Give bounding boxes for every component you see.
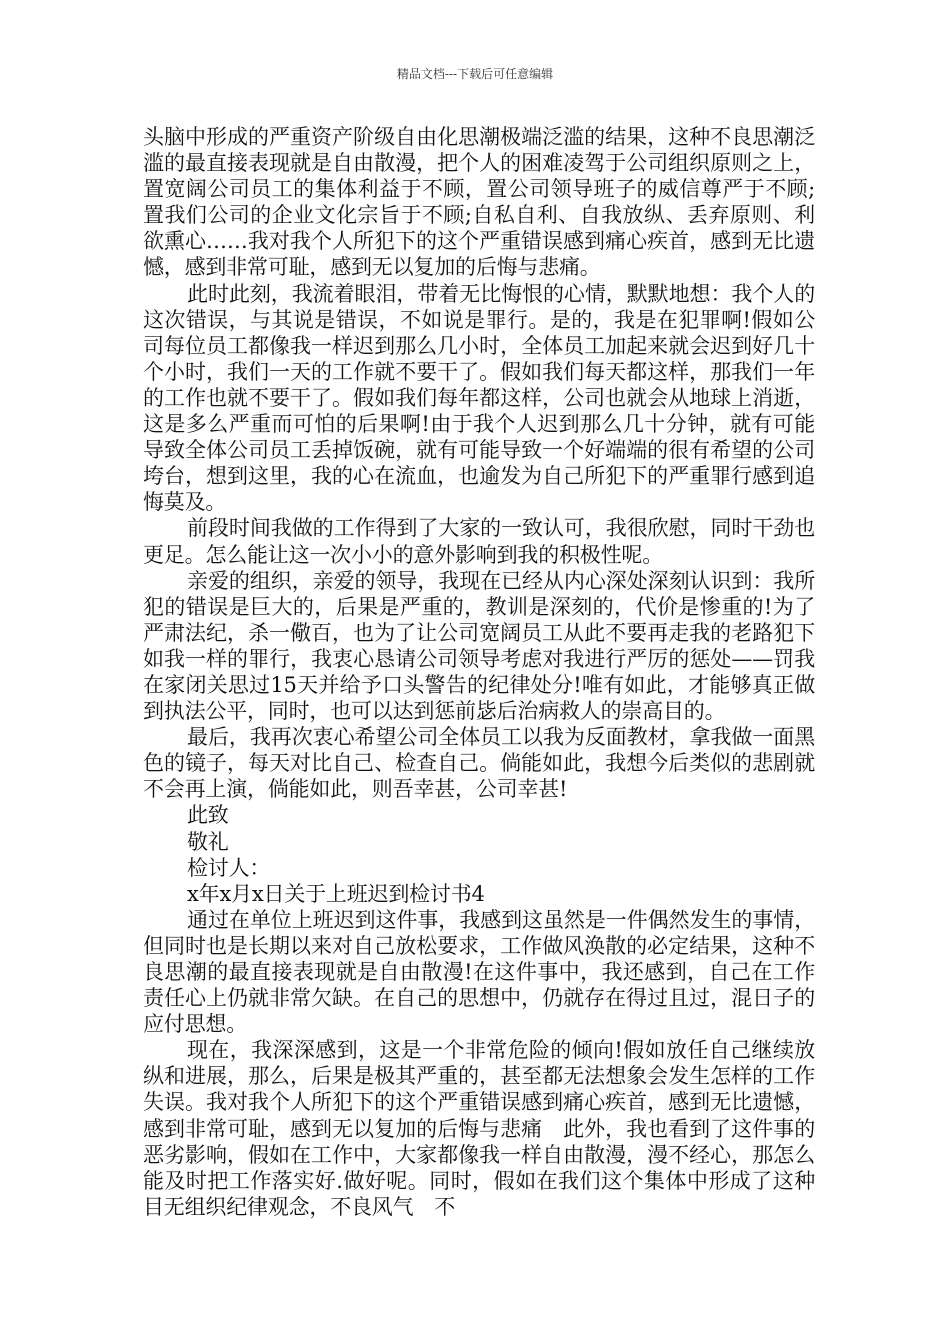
salutation-line: 敬礼 [187,829,229,854]
paragraph: 现在，我深深感到，这是一个非常危险的倾向!假如放任自己继续放纵和进展，那么，后果是极其严重的，甚至都无法想象会发生怎样的工作失误。我对我个人所犯下的这个严重错误感到痛心疾首，感到无比遗憾，感到非常可耻，感到无以复加的后悔与悲痛 此外，我也看到了这件事的恶劣影响，假如在工作中，大家都像我一样自由散漫，漫不经心，那怎么能及时把工作落实好.做好呢。同时，假如在我们这个集体中形成了这种目无组织纪律观念，不良风气 不 [143,1038,815,1219]
document-body [143,124,815,1220]
salutation-line: 此致 [187,803,229,828]
page-header: 精品文档---下载后可任意编辑 [396,67,554,81]
paragraph: 通过在单位上班迟到这件事，我感到这虽然是一件偶然发生的事情，但同时也是长期以来对自己放松要求，工作做风涣散的必定结果，这种不良思潮的最直接表现就是自由散漫!在这件事中，我还感到，自己在工作责任心上仍就非常欠缺。在自己的思想中，仍就存在得过且过，混日子的应付思想。 [143,907,815,1037]
signature-line: 检讨人： [187,855,271,880]
paragraph: 最后，我再次衷心希望公司全体员工以我为反面教材，拿我做一面黑色的镜子，每天对比自己、检查自己。倘能如此，我想今后类似的悲剧就不会再上演，倘能如此，则吾幸甚，公司幸甚! [143,725,815,802]
paragraph: 头脑中形成的严重资产阶级自由化思潮极端泛滥的结果，这种不良思潮泛滥的最直接表现就是自由散漫，把个人的困难凌驾于公司组织原则之上，置宽阔公司员工的集体利益于不顾，置公司领导班子的威信尊严于不顾;置我们公司的企业文化宗旨于不顾;自私自利、自我放纵、丢弃原则、利欲熏心……我对我个人所犯下的这个严重错误感到痛心疾首，感到无比遗憾，感到非常可耻，感到无以复加的后悔与悲痛。 [143,125,815,280]
paragraph: 亲爱的组织，亲爱的领导，我现在已经从内心深处深刻认识到：我所犯的错误是巨大的，后果是严重的，教训是深刻的，代价是惨重的!为了严肃法纪，杀一儆百，也为了让公司宽阔员工从此不要再走我的老路犯下如我一样的罪行，我衷心恳请公司领导考虑对我进行严厉的惩处——罚我在家闭关思过15天并给予口头警告的纪律处分!唯有如此，才能够真正做到执法公平，同时，也可以达到惩前毖后治病救人的崇高目的。 [143,568,815,724]
paragraph: 此时此刻，我流着眼泪，带着无比悔恨的心情，默默地想：我个人的这次错误，与其说是错误，不如说是罪行。是的，我是在犯罪啊!假如公司每位员工都像我一样迟到那么几小时，全体员工加起来就会迟到好几十个小时，我们一天的工作就不要干了。假如我们每天都这样，那我们一年的工作也就不要干了。假如我们每年都这样，公司也就会从地球上消逝，这是多么严重而可怕的后果啊!由于我个人迟到那么几十分钟，就有可能导致全体公司员工丢掉饭碗，就有可能导致一个好端端的很有希望的公司垮台，想到这里，我的心在流血，也逾发为自己所犯下的严重罪行感到追悔莫及。 [143,281,815,515]
section-title: x年x月x日关于上班迟到检讨书4 [187,881,485,906]
paragraph: 前段时间我做的工作得到了大家的一致认可，我很欣慰，同时干劲也更足。怎么能让这一次小小的意外影响到我的积极性呢。 [143,516,815,567]
